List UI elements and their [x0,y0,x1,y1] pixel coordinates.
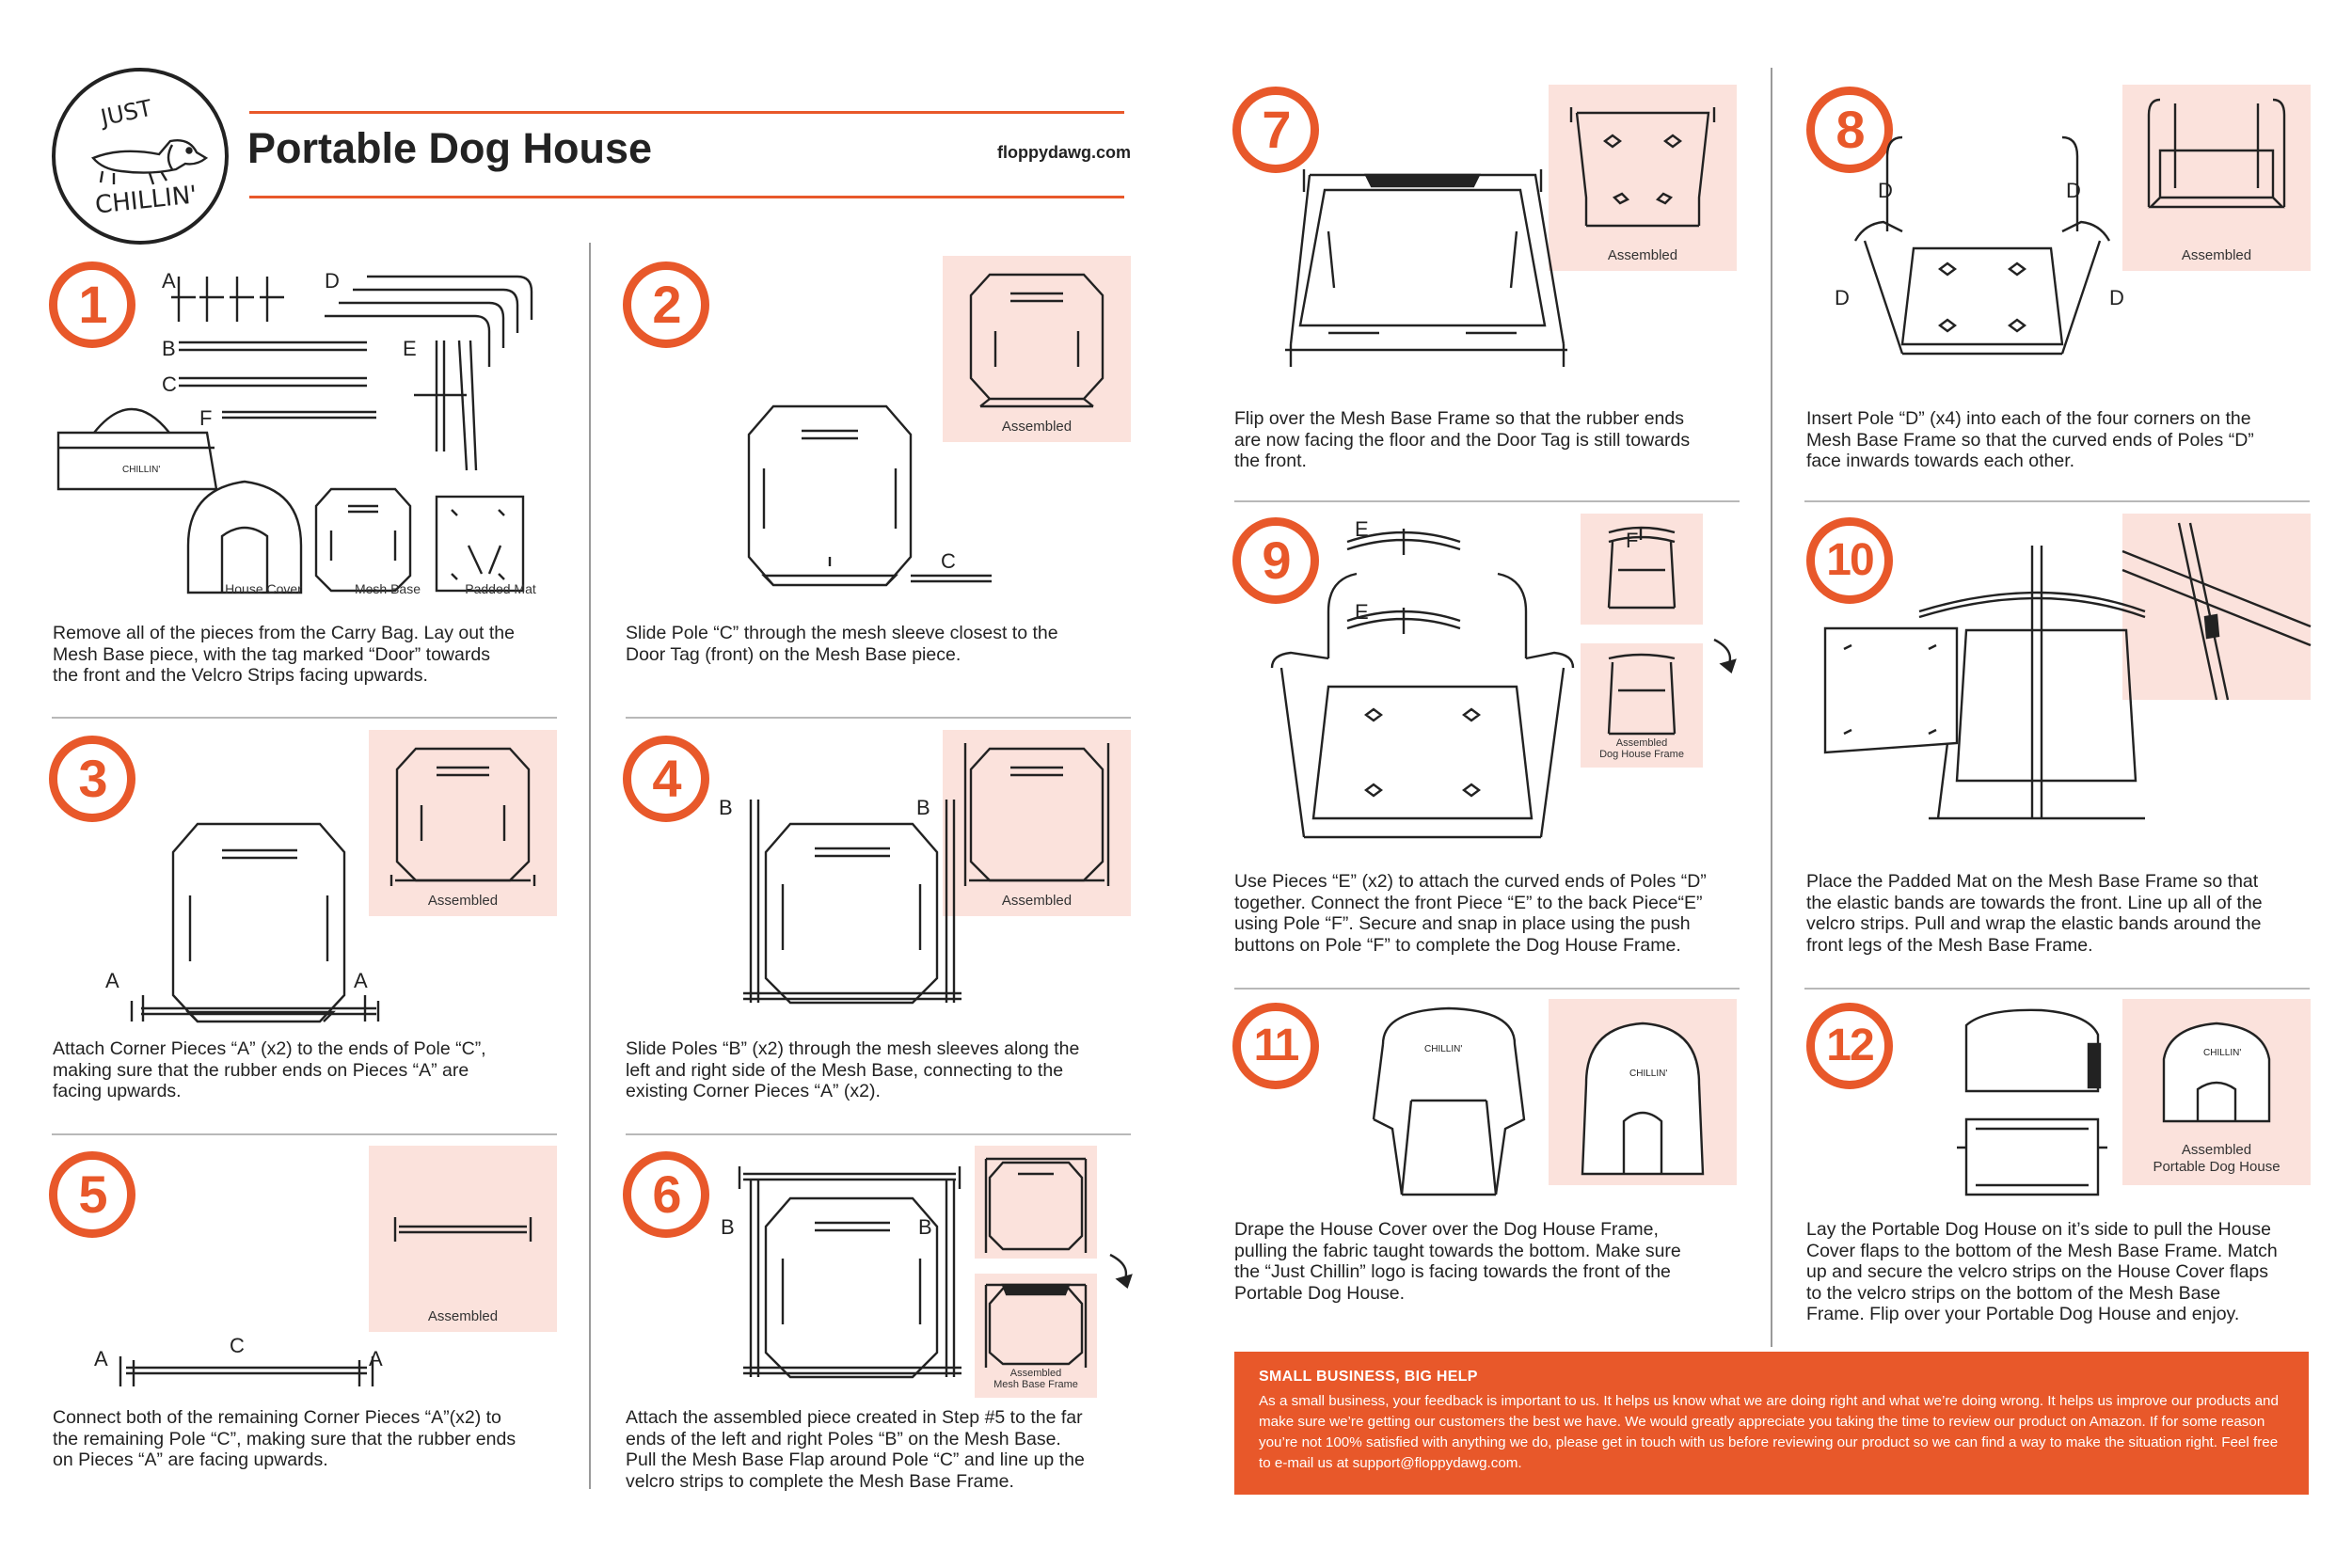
assembled-panel-9a [1581,514,1703,625]
frame-thumb [1581,643,1703,737]
mesh-base-thumb [943,256,1131,416]
svg-text:CHILLIN': CHILLIN' [1629,1069,1668,1079]
dog-house-thumb [2122,999,2311,1140]
part-label-e: E [1355,517,1369,541]
part-label-d: D [1878,179,1893,202]
step-2-text: Slide Pole “C” through the mesh sleeve closest to the Door Tag (front) on the Mesh Base piece. [626,623,1058,665]
house-cover-thumb [1549,999,1737,1185]
assembled-caption: Assembled [1009,1368,1062,1379]
frame-thumb [2122,85,2311,245]
part-label-d: D [325,269,340,293]
step-number-10: 10 [1806,517,1893,604]
step-number-6: 6 [623,1151,709,1238]
padded-mat-caption: Padded Mat [465,581,536,596]
step-11-drawing [1355,1006,1543,1195]
part-label-a: A [94,1347,108,1370]
row-divider [626,1133,1131,1135]
step-number-9: 9 [1232,517,1319,604]
step-number-5: 5 [49,1151,135,1238]
part-label-c: C [230,1334,245,1357]
step-number-2: 2 [623,261,709,348]
feedback-body: As a small business, your feedback is important to us. It helps us know what we are doing right and what we’re doing wrong. It helps us improve our products and make sure we’re getting our customers the best we have. We would greatly appreciate you taking the time to review our product on Amazon. If for some reason you’re not 100% satisfied with anything we do, please get in touch with us before reviewing our product so we can find a way to make the situation right. Feel free to e-mail us at support@floppydawg.com. [1259,1393,2279,1471]
part-label-b: B [162,337,176,360]
assembled-caption: Assembled [2181,247,2252,263]
rotate-arrow-icon [1106,1251,1135,1289]
svg-text:CHILLIN': CHILLIN' [1424,1044,1463,1054]
part-label-a: A [105,969,119,992]
step-8-drawing [1846,128,2128,372]
step-12-text: Lay the Portable Dog House on it’s side to pull the House Cover flaps to the bottom of the Mesh Base Frame. Match up and secure the velcro strips on the House Cover flaps to the velcro strips on the bottom of the Mesh Base Frame. Flip over your Portable Dog House and enjoy. [1806,1219,2278,1324]
step-2-drawing [736,397,1074,604]
dog-icon [56,71,232,248]
part-label-b: B [918,1215,932,1239]
row-divider [52,717,557,719]
part-label-b: B [721,1215,735,1239]
step-12-drawing [1947,1006,2117,1223]
header-rule-top [249,111,1124,114]
step-7-drawing [1281,166,1582,382]
assembled-caption: Assembled [1001,419,1073,435]
step-3-text: Attach Corner Pieces “A” (x2) to the ends of Pole “C”, making sure that the rubber ends on Pieces “A” are facing upwards. [53,1038,486,1101]
assembled-caption: Assembled [427,1308,499,1324]
step-8-text: Insert Pole “D” (x4) into each of the four corners on the Mesh Base Frame so that the curved ends of Poles “D” face inwards towards each other. [1806,408,2254,471]
step-number-12: 12 [1806,1003,1893,1089]
step-6-drawing [724,1164,1007,1400]
step-number-7: 7 [1232,87,1319,173]
step-3-drawing [132,820,414,1037]
row-divider [1234,500,1740,502]
step-number-11: 11 [1232,1003,1319,1089]
row-divider [1804,500,2310,502]
assembled-panel-11 [1549,999,1737,1185]
part-label-a: A [354,969,368,992]
assembled-caption: Assembled [427,893,499,909]
column-divider-1 [589,243,591,1489]
step-number-8: 8 [1806,87,1893,173]
step-5-text: Connect both of the remaining Corner Pieces “A”(x2) to the remaining Pole “C”, making sure that the rubber ends on Pieces “A” are facing upwards. [53,1407,516,1470]
dog-house-frame-caption: Dog House Frame [1599,749,1684,760]
header-rule-bottom [249,196,1124,198]
part-label-b: B [916,796,930,819]
house-cover-caption: House Cover [225,581,302,596]
assembled-caption: Assembled [2181,1142,2252,1158]
step-9-text: Use Pieces “E” (x2) to attach the curved ends of Poles “D” together. Connect the front Piece “E” to the back Piece“E” using Pole “F”. Secure and snap in place using the push buttons on Pole “F” to complete the Dog House Frame. [1234,871,1707,956]
assembled-panel-12 [2122,999,2311,1185]
portable-dog-house-caption: Portable Dog House [2153,1159,2280,1175]
step-7-text: Flip over the Mesh Base Frame so that the rubber ends are now facing the floor and the Door Tag is still towards the front. [1234,408,1691,471]
step-1-text: Remove all of the pieces from the Carry Bag. Lay out the Mesh Base piece, with the tag marked “Door” towards the front and the Velcro Strips facing upwards. [53,623,515,686]
step-4-drawing [724,790,1007,1016]
pole-c-thumb [369,1146,557,1306]
feedback-banner [1234,1352,2309,1495]
page-title: Portable Dog House [247,124,653,172]
parts-drawing [56,263,546,583]
mesh-base-frame-caption: Mesh Base Frame [993,1379,1078,1390]
svg-text:CHILLIN': CHILLIN' [122,465,161,475]
part-label-d: D [1835,286,1850,309]
step-10-text: Place the Padded Mat on the Mesh Base Frame so that the elastic bands are towards the front. Line up all of the velcro strips. Pull and wrap the elastic bands around the front legs of the Mesh Base Frame. [1806,871,2263,956]
feedback-title: SMALL BUSINESS, BIG HELP [1259,1369,1478,1385]
part-label-b: B [719,796,733,819]
step-number-3: 3 [49,736,135,822]
step-9-drawing [1272,517,1573,856]
row-divider [1804,988,2310,990]
brand-logo [52,68,229,245]
row-divider [626,717,1131,719]
row-divider [1234,988,1740,990]
row-divider [52,1133,557,1135]
rotate-arrow-icon [1710,636,1739,673]
part-label-a: A [162,269,176,293]
part-label-e: E [403,337,417,360]
part-label-d: D [2109,286,2124,309]
step-11-text: Drape the House Cover over the Dog House Frame, pulling the fabric taught towards the bottom. Make sure the “Just Chillin” logo is facing towards the front of the Portable Dog House. [1234,1219,1681,1304]
svg-text:CHILLIN': CHILLIN' [2203,1048,2242,1058]
step-number-4: 4 [623,736,709,822]
part-label-d: D [2066,179,2081,202]
logo-text-chillin: CHILLIN' [93,181,199,220]
assembled-panel-5 [369,1146,557,1332]
part-label-e: E [1355,600,1369,624]
step-6-text: Attach the assembled piece created in Step #5 to the far ends of the left and right Poles “B” on the Mesh Base. Pull the Mesh Base Flap around Pole “C” and line up the velcro strips to complete the Mesh Base Frame. [626,1407,1085,1492]
part-label-c: C [162,372,177,396]
assembled-panel-8 [2122,85,2311,271]
step-4-text: Slide Poles “B” (x2) through the mesh sleeves along the left and right side of the Mesh Base, connecting to the existing Corner Pieces “A” (x2). [626,1038,1080,1101]
part-label-f: F [199,406,213,430]
part-label-f: F [1626,529,1639,552]
logo-text-just: JUST [98,94,154,132]
part-label-c: C [941,549,956,573]
website-link[interactable]: floppydawg.com [997,143,1132,162]
part-label-a: A [369,1347,383,1370]
assembled-caption: Assembled [1615,737,1668,749]
assembled-caption: Assembled [1001,893,1073,909]
assembled-panel-9b [1581,643,1703,768]
column-divider-3 [1771,68,1772,1347]
step-10-drawing [1816,546,2154,828]
mesh-base-caption: Mesh Base [354,581,421,596]
assembled-caption: Assembled [1607,247,1678,263]
step-number-1: 1 [49,261,135,348]
step-5-drawing [113,1349,395,1405]
frame-thumb [1581,514,1703,625]
